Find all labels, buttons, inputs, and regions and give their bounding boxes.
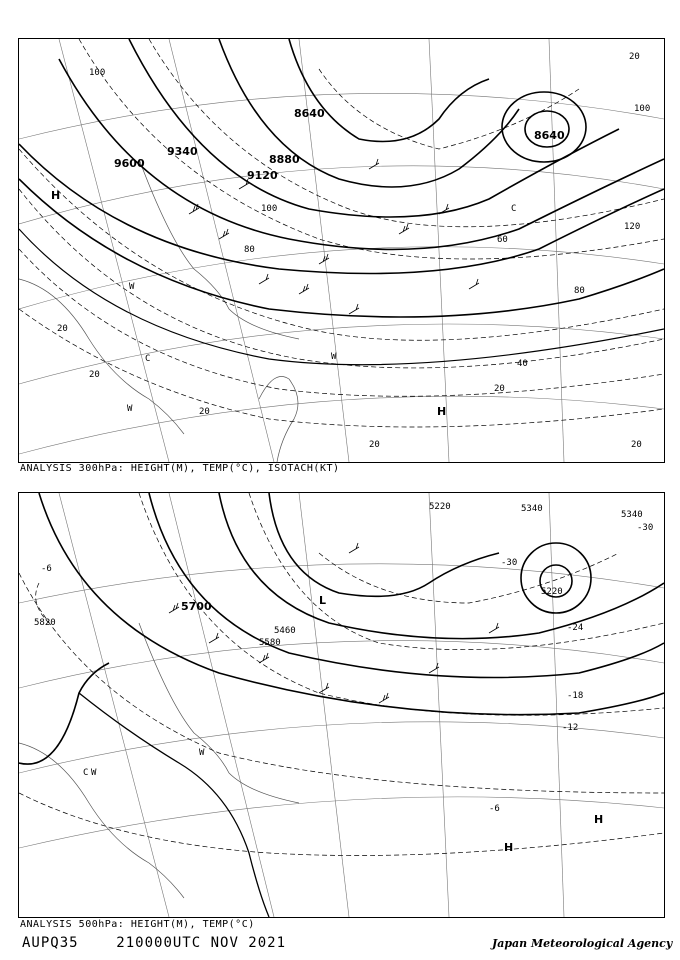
product-header <box>22 935 286 951</box>
map-labels-500 <box>34 502 653 854</box>
height-label: 8640 <box>294 107 325 120</box>
warm-center: W <box>129 282 135 292</box>
isotach-label: 100 <box>89 68 106 78</box>
coastlines <box>19 623 299 898</box>
valid-time: 210000UTC NOV 2021 <box>116 935 287 951</box>
height-label: 5580 <box>259 638 281 648</box>
isotach-label: 20 <box>57 324 68 334</box>
isotach-label: 100 <box>261 204 278 214</box>
isotach-label: 20 <box>494 384 505 394</box>
warm-center: W <box>199 748 205 758</box>
high-pressure-center: H <box>594 813 604 826</box>
isotach-label: 20 <box>89 370 100 380</box>
height-label: 5700 <box>181 600 212 613</box>
high-pressure-center: H <box>51 189 61 202</box>
cold-center: C <box>83 768 89 778</box>
cold-center: C <box>511 204 517 214</box>
isotach-label: 80 <box>574 286 585 296</box>
chart-300hpa <box>18 38 665 463</box>
isotach-label: 20 <box>369 440 380 450</box>
height-label: 5460 <box>274 626 296 636</box>
height-label: 5820 <box>34 618 56 628</box>
isotach-label: 40 <box>517 359 528 369</box>
caption-300hpa: ANALYSIS 300hPa: HEIGHT(M), TEMP(°C), ISOTACH(KT) <box>20 463 340 474</box>
temp-label: -6 <box>41 564 52 574</box>
isotach-label: 120 <box>624 222 641 232</box>
cold-center: C <box>145 354 151 364</box>
height-label: 9340 <box>167 145 198 158</box>
map-500hpa-canvas <box>19 493 664 917</box>
height-label: 5340 <box>621 510 643 520</box>
height-label: 8640 <box>534 129 565 142</box>
isotach-label: 20 <box>629 52 640 62</box>
height-label: 9120 <box>247 169 278 182</box>
height-label: 5340 <box>521 504 543 514</box>
temp-label: -24 <box>567 623 584 633</box>
product-code: AUPQ35 <box>22 935 79 951</box>
high-pressure-center: H <box>504 841 514 854</box>
warm-center: W <box>127 404 133 414</box>
map-labels-300 <box>51 52 650 450</box>
temp-label: -6 <box>489 804 500 814</box>
low-pressure-center: L <box>319 594 327 607</box>
height-label: 5220 <box>541 587 563 597</box>
isotach-label: 80 <box>244 245 255 255</box>
high-pressure-center: H <box>437 405 447 418</box>
graticule <box>19 493 664 917</box>
temp-label: -12 <box>562 723 579 733</box>
wind-barbs <box>169 543 499 703</box>
agency-name: Japan Meteorological Agency <box>492 937 673 950</box>
temp-label: -30 <box>637 523 654 533</box>
isotach-label: 20 <box>199 407 210 417</box>
chart-500hpa <box>18 492 665 918</box>
height-contours <box>19 39 664 365</box>
isotach-label: 20 <box>631 440 642 450</box>
map-300hpa-canvas <box>19 39 664 462</box>
graticule <box>19 39 664 462</box>
height-label: 5220 <box>429 502 451 512</box>
warm-center: W <box>91 768 97 778</box>
height-label: 8880 <box>269 153 300 166</box>
warm-center: W <box>331 352 337 362</box>
temp-label: -30 <box>501 558 518 568</box>
isotach-label: 60 <box>497 235 508 245</box>
temp-label: -18 <box>567 691 584 701</box>
isotach-label: 100 <box>634 104 651 114</box>
height-label: 9600 <box>114 157 145 170</box>
caption-500hpa: ANALYSIS 500hPa: HEIGHT(M), TEMP(°C) <box>20 919 255 930</box>
